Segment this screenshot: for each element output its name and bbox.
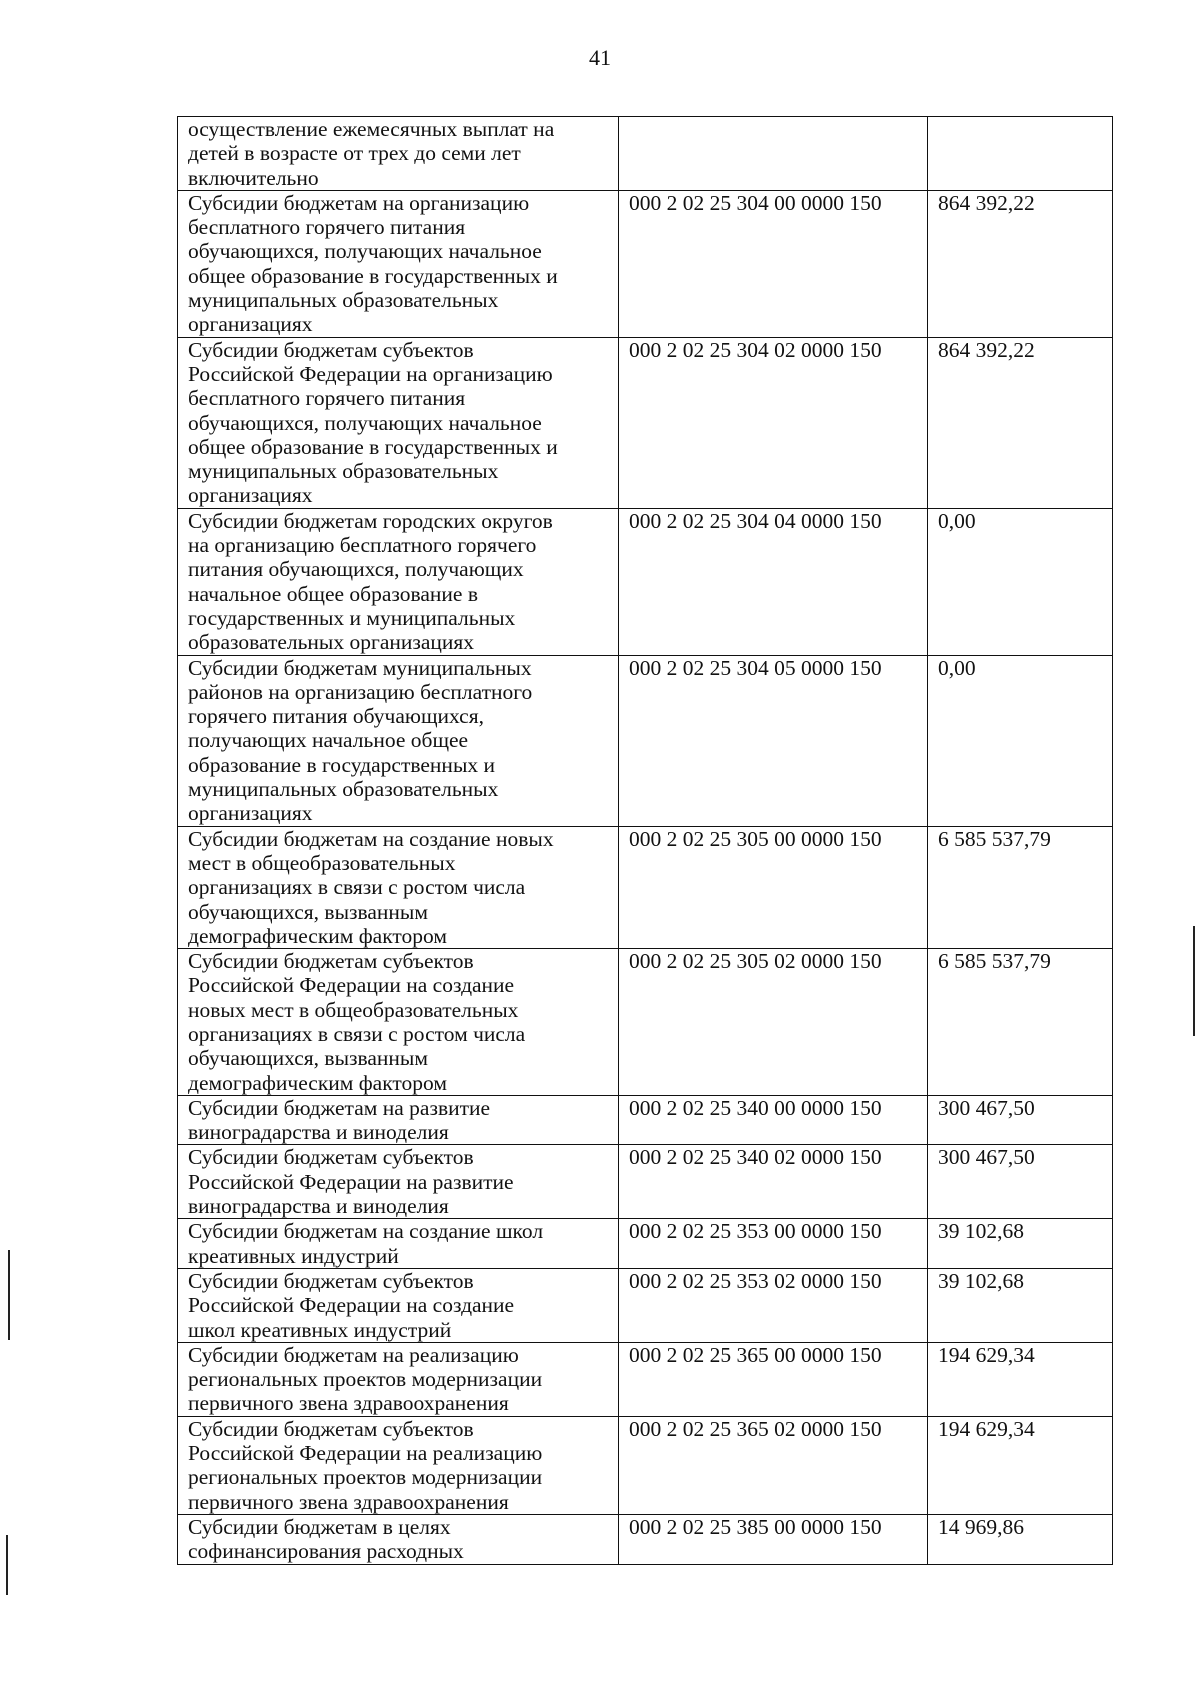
- row-amount: 194 629,34: [928, 1416, 1113, 1514]
- row-budget-code: 000 2 02 25 304 05 0000 150: [619, 655, 928, 826]
- row-description: осуществление ежемесячных выплат на детей в возрасте от трех до семи лет включительно: [178, 117, 619, 191]
- row-budget-code: 000 2 02 25 365 02 0000 150: [619, 1416, 928, 1514]
- row-budget-code: 000 2 02 25 304 04 0000 150: [619, 508, 928, 655]
- table-row: [178, 1416, 1113, 1514]
- row-amount: 300 467,50: [928, 1095, 1113, 1145]
- table-row: [178, 1095, 1113, 1145]
- row-amount: 300 467,50: [928, 1145, 1113, 1219]
- table-row: [178, 508, 1113, 655]
- row-budget-code: 000 2 02 25 385 00 0000 150: [619, 1514, 928, 1564]
- row-budget-code: 000 2 02 25 304 00 0000 150: [619, 190, 928, 337]
- table-row: [178, 826, 1113, 948]
- row-budget-code: 000 2 02 25 305 00 0000 150: [619, 826, 928, 948]
- row-description: Субсидии бюджетам муниципальных районов на организацию бесплатного горячего питания обучающихся, получающих начальное общее образование в государственных и муниципальных образовательных организациях: [178, 655, 619, 826]
- row-description: Субсидии бюджетам на создание новых мест в общеобразовательных организациях в связи с ростом числа обучающихся, вызванным демографическим фактором: [178, 826, 619, 948]
- table-row: [178, 1514, 1113, 1564]
- row-amount: 39 102,68: [928, 1268, 1113, 1342]
- row-budget-code: 000 2 02 25 340 02 0000 150: [619, 1145, 928, 1219]
- row-description: Субсидии бюджетам на развитие виноградарства и виноделия: [178, 1095, 619, 1145]
- row-budget-code: [619, 117, 928, 191]
- row-description: Субсидии бюджетам субъектов Российской Федерации на создание школ креативных индустрий: [178, 1268, 619, 1342]
- scan-mark: [8, 1250, 10, 1340]
- row-amount: 6 585 537,79: [928, 826, 1113, 948]
- table-row: [178, 1145, 1113, 1219]
- row-budget-code: 000 2 02 25 304 02 0000 150: [619, 337, 928, 508]
- row-description: Субсидии бюджетам на реализацию региональных проектов модернизации первичного звена здравоохранения: [178, 1342, 619, 1416]
- table-row: [178, 117, 1113, 191]
- row-amount: 194 629,34: [928, 1342, 1113, 1416]
- page-number: 41: [589, 45, 611, 70]
- table-row: [178, 190, 1113, 337]
- budget-table: [177, 116, 1113, 1565]
- table-row: [178, 949, 1113, 1096]
- row-budget-code: 000 2 02 25 340 00 0000 150: [619, 1095, 928, 1145]
- row-budget-code: 000 2 02 25 353 02 0000 150: [619, 1268, 928, 1342]
- row-description: Субсидии бюджетам в целях софинансирования расходных: [178, 1514, 619, 1564]
- row-budget-code: 000 2 02 25 365 00 0000 150: [619, 1342, 928, 1416]
- row-description: Субсидии бюджетам субъектов Российской Федерации на организацию бесплатного горячего питания обучающихся, получающих начальное общее образование в государственных и муниципальных образовательных организациях: [178, 337, 619, 508]
- row-description: Субсидии бюджетам субъектов Российской Федерации на реализацию региональных проектов модернизации первичного звена здравоохранения: [178, 1416, 619, 1514]
- table-row: [178, 1219, 1113, 1269]
- row-amount: [928, 117, 1113, 191]
- row-amount: 39 102,68: [928, 1219, 1113, 1269]
- row-amount: 864 392,22: [928, 190, 1113, 337]
- row-budget-code: 000 2 02 25 353 00 0000 150: [619, 1219, 928, 1269]
- row-description: Субсидии бюджетам городских округов на организацию бесплатного горячего питания обучающихся, получающих начальное общее образование в государственных и муниципальных образовательных организациях: [178, 508, 619, 655]
- scan-mark: [1193, 926, 1195, 1036]
- row-description: Субсидии бюджетам субъектов Российской Федерации на создание новых мест в общеобразовательных организациях в связи с ростом числа обучающихся, вызванным демографическим фактором: [178, 949, 619, 1096]
- row-description: Субсидии бюджетам на создание школ креативных индустрий: [178, 1219, 619, 1269]
- table-row: [178, 1342, 1113, 1416]
- row-amount: 14 969,86: [928, 1514, 1113, 1564]
- scan-mark: [6, 1535, 8, 1595]
- row-budget-code: 000 2 02 25 305 02 0000 150: [619, 949, 928, 1096]
- row-amount: 0,00: [928, 508, 1113, 655]
- row-amount: 0,00: [928, 655, 1113, 826]
- row-description: Субсидии бюджетам субъектов Российской Федерации на развитие виноградарства и виноделия: [178, 1145, 619, 1219]
- table-row: [178, 1268, 1113, 1342]
- row-amount: 864 392,22: [928, 337, 1113, 508]
- table-row: [178, 655, 1113, 826]
- table-row: [178, 337, 1113, 508]
- row-description: Субсидии бюджетам на организацию бесплатного горячего питания обучающихся, получающих начальное общее образование в государственных и муниципальных образовательных организациях: [178, 190, 619, 337]
- row-amount: 6 585 537,79: [928, 949, 1113, 1096]
